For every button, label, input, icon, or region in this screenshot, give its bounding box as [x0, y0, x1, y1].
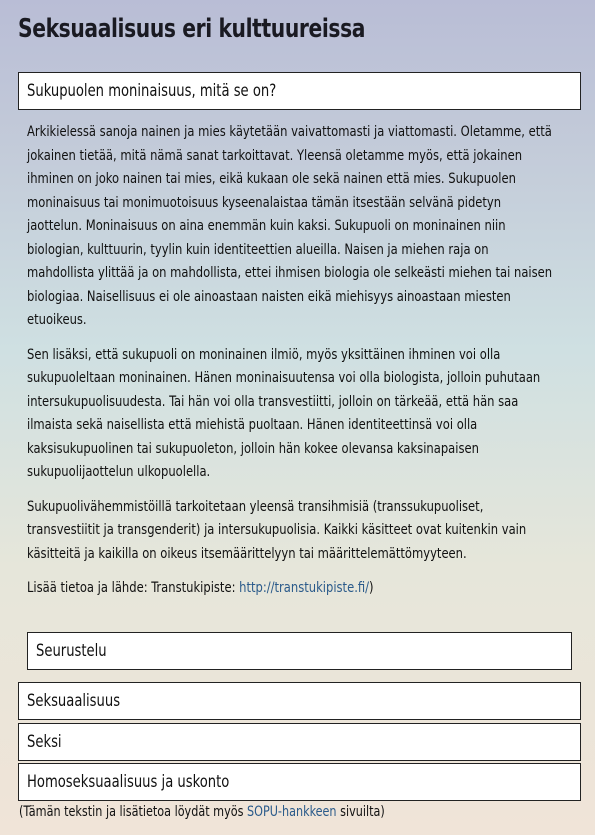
nav-item-seurustelu[interactable]: [27, 632, 572, 670]
section-header-label: Sukupuolen moninaisuus, mitä se on?: [27, 81, 277, 101]
nav-item-label: Homoseksuaalisuus ja uskonto: [27, 772, 230, 792]
article-paragraph-2: Sen lisäksi, että sukupuoli on moninainen ilmiö, myös yksittäinen ihminen voi olla sukupuoleltaan moninainen. Hänen moninaisuutensa voi olla biologista, jolloin puhutaan intersukupuolisuudesta. Tai hän voi olla transvestiitti, jolloin on tärkeää, että hän saa ilmaista sekä naisellista että miehistä puoltaan. Hänen identiteettinsä voi olla kaksisukupuolinen tai sukupuoleton, jolloin hän kokee olevansa kaksinapaisen sukupuolijaottelun ulkopuolella.: [27, 345, 541, 480]
source-prefix: Lisää tietoa ja lähde: Transtukipiste:: [27, 579, 240, 596]
article-body: [27, 120, 587, 611]
footer-prefix: (Tämän tekstin ja lisätietoa löydät myös: [19, 804, 247, 820]
source-suffix: ): [369, 579, 374, 596]
page-title: Seksuaalisuus eri kulttuureissa: [18, 14, 366, 44]
sopu-hanke-link[interactable]: SOPU-hankkeen: [246, 804, 337, 820]
article-paragraph-1: Arkikielessä sanoja nainen ja mies käytetään vaivattomasti ja viattomasti. Oletamme, että jokainen tietää, mitä nämä sanat tarkoittavat. Yleensä oletamme myös, että jokainen ihminen on joko nainen tai mies, eikä kukaan ole sekä nainen että mies. Sukupuolen moninaisuus tai monimuotoisuus kyseenalaistaa tämän itsestään selvänä pidetyn jaottelun. Moninaisuus on aina enemmän kuin kaksi. Sukupuoli on moninainen niin biologian, kulttuurin, tyylin kuin identiteettien alueilla. Naisen ja miehen raja on mahdollista ylittää ja on mahdollista, ettei ihmisen biologia ole selkeästi miehen tai naisen biologiaa. Naisellisuus ei ole ainoastaan naisten eikä miehisyys ainoastaan miesten etuoikeus.: [27, 123, 553, 328]
nav-item-label: Seksi: [27, 732, 62, 752]
footer-suffix: sivuilta): [336, 804, 385, 820]
nav-item-label: Seurustelu: [36, 641, 107, 661]
nav-item-seksuaalisuus[interactable]: [18, 682, 581, 720]
article-paragraph-3: Sukupuolivähemmistöillä tarkoitetaan yleensä transihmisiä (transsukupuoliset, transvestiitit ja transgenderit) ja intersukupuolisia. Kaikki käsitteet ovat kuitenkin vain käsitteitä ja kaikilla on oikeus itsemäärittelyyn tai määrittelemättömyyteen.: [27, 497, 527, 562]
article-source-line: [27, 576, 559, 600]
transtukipiste-link[interactable]: http://transtukipiste.fi/: [239, 579, 370, 596]
footer-note: [19, 804, 385, 820]
nav-item-homoseksuaalisuus-ja-uskonto[interactable]: [18, 763, 581, 801]
nav-item-label: Seksuaalisuus: [27, 691, 121, 711]
nav-item-seksi[interactable]: [18, 723, 581, 761]
section-header-sukupuolen-moninaisuus[interactable]: [18, 72, 581, 110]
